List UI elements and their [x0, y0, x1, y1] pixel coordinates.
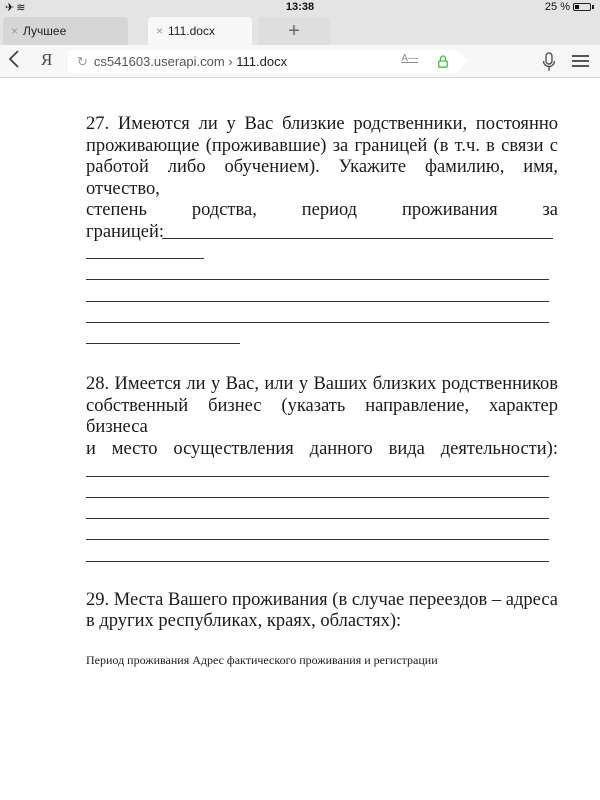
text-line — [86, 611, 558, 633]
close-icon[interactable]: × — [156, 24, 164, 38]
word: степень — [86, 200, 147, 220]
word: проживания — [401, 200, 498, 220]
answer-blank[interactable] — [86, 322, 549, 323]
tab-best[interactable] — [3, 17, 128, 45]
reload-icon[interactable]: ↻ — [77, 53, 88, 69]
text-line — [86, 114, 558, 136]
answer-blank[interactable] — [86, 279, 549, 280]
chevron-left-icon — [8, 49, 20, 69]
spacer — [86, 349, 558, 374]
text-line — [86, 396, 558, 439]
table-header: Период проживания Адрес фактического проживания и регистрации — [86, 652, 438, 667]
answer-blank[interactable] — [86, 518, 549, 519]
answer-line[interactable] — [86, 264, 558, 285]
url-path: 111.docx — [232, 54, 288, 69]
plus-icon: + — [288, 19, 300, 42]
question-27 — [86, 114, 558, 349]
yandex-logo[interactable]: Я — [41, 50, 53, 69]
q27-line-2: проживающие (проживавшие) за границей (в т.ч. в связи с — [86, 135, 558, 156]
battery-icon — [573, 3, 591, 11]
lock-icon[interactable] — [438, 55, 448, 68]
battery-status — [545, 1, 594, 13]
answer-line[interactable] — [86, 328, 558, 349]
word: деятельности): — [440, 438, 558, 459]
word: за — [542, 200, 558, 220]
tab-bar — [0, 16, 600, 45]
tab-label: 111.docx — [168, 24, 215, 38]
word: период — [301, 200, 358, 220]
text-line — [86, 374, 558, 396]
new-tab-button[interactable] — [258, 17, 330, 45]
text-line — [86, 200, 558, 222]
word: и — [86, 438, 96, 459]
answer-line[interactable] — [86, 460, 558, 481]
answer-blank[interactable] — [86, 497, 549, 498]
answer-line[interactable] — [86, 285, 558, 306]
q28-line-2: собственный бизнес (указать направление, характер бизнеса — [86, 395, 558, 438]
text-line — [86, 136, 558, 158]
answer-line[interactable] — [86, 307, 558, 328]
answer-blank[interactable] — [86, 539, 549, 540]
airplane-icon: ✈ — [5, 2, 17, 14]
text-line — [86, 439, 558, 461]
answer-line[interactable] — [86, 524, 558, 545]
url-text[interactable] — [94, 54, 287, 69]
word: осуществления — [173, 438, 294, 459]
close-icon[interactable]: × — [11, 24, 19, 38]
answer-blank[interactable] — [162, 238, 553, 239]
menu-icon[interactable] — [572, 55, 589, 68]
answer-blank[interactable] — [86, 561, 549, 562]
answer-blank[interactable] — [86, 301, 549, 302]
battery-tip — [592, 5, 594, 9]
microphone-icon[interactable] — [542, 52, 556, 72]
battery-percent: 25 % — [544, 1, 570, 13]
browser-toolbar — [0, 45, 600, 78]
q28-line-1: 28. Имеется ли у Вас, или у Ваших близких родственников — [86, 374, 558, 395]
reader-mode-icon[interactable]: A— — [401, 53, 418, 64]
answer-blank[interactable] — [86, 476, 549, 477]
tab-docx[interactable] — [148, 17, 252, 45]
status-bar — [0, 0, 600, 16]
question-29 — [86, 590, 558, 633]
word: родства, — [191, 200, 257, 220]
q27-line-3: работой либо обучением). Укажите фамилию, имя, отчество, — [86, 157, 558, 199]
document-page — [86, 114, 558, 667]
q29-line-2: в других республиках, краях, областях): — [86, 611, 402, 632]
tab-label: Лучшее — [23, 24, 67, 38]
q27-last-prefix: границей: — [86, 221, 165, 242]
answer-line[interactable] — [86, 503, 558, 524]
word: данного — [309, 438, 373, 459]
word: место — [111, 438, 158, 459]
text-line — [86, 222, 558, 243]
url-domain: cs541603.userapi.com › — [93, 54, 233, 69]
address-bar-arrow — [458, 50, 468, 72]
address-bar[interactable] — [68, 50, 458, 73]
q29-line-1: 29. Места Вашего проживания (в случае переездов – адреса — [86, 589, 558, 610]
clock: 13:38 — [285, 1, 315, 13]
text-line — [86, 157, 558, 200]
answer-line[interactable] — [86, 545, 558, 566]
word: вида — [388, 438, 425, 459]
back-button[interactable] — [8, 49, 20, 74]
answer-line[interactable] — [86, 482, 558, 503]
battery-fill — [575, 5, 579, 9]
spacer — [86, 567, 558, 590]
answer-blank[interactable] — [86, 343, 240, 344]
text-line — [86, 590, 558, 612]
answer-line[interactable] — [86, 243, 558, 264]
q27-line-1: 27. Имеются ли у Вас близкие родственники, постоянно — [86, 114, 558, 134]
answer-blank[interactable] — [86, 258, 204, 259]
wifi-icon: ≋ — [16, 2, 28, 14]
question-28 — [86, 374, 558, 566]
